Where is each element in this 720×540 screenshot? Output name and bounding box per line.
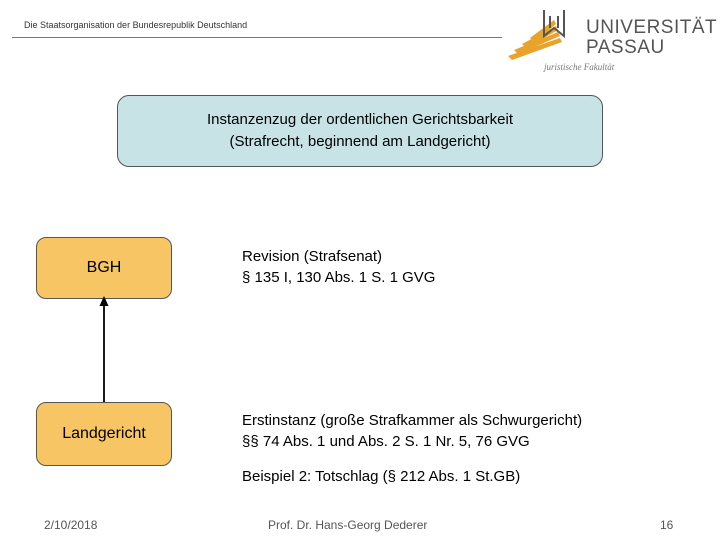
header-divider bbox=[12, 37, 502, 38]
university-logo bbox=[500, 6, 718, 76]
title-line-1: Instanzenzug der ordentlichen Gerichtsbarkeit bbox=[206, 111, 513, 128]
header-title: Die Staatsorganisation der Bundesrepublik Deutschland bbox=[24, 20, 248, 30]
example-text: Beispiel 2: Totschlag (§ 212 Abs. 1 St.GB) bbox=[242, 468, 521, 485]
node-bgh: BGH bbox=[36, 237, 172, 299]
title-line-2: (Strafrecht, beginnend am Landgericht) bbox=[229, 133, 491, 150]
footer-author: Prof. Dr. Hans-Georg Dederer bbox=[268, 518, 428, 532]
footer-date: 2/10/2018 bbox=[44, 518, 98, 532]
bgh-description: Revision (Strafsenat) § 135 I, 130 Abs. 1 S. 1 GVG bbox=[242, 248, 436, 286]
node-landgericht: Landgericht bbox=[36, 402, 172, 466]
title-box bbox=[117, 95, 603, 167]
logo-faculty: juristische Fakultät bbox=[544, 62, 615, 72]
footer-page-number: 16 bbox=[660, 518, 674, 532]
landgericht-description: Erstinstanz (große Strafkammer als Schwurgericht) §§ 74 Abs. 1 und Abs. 2 S. 1 Nr. 5, 76 GVG bbox=[242, 412, 583, 450]
appeal-arrow bbox=[96, 296, 112, 404]
logo-wordmark: UNIVERSITÄT PASSAU bbox=[586, 17, 718, 58]
